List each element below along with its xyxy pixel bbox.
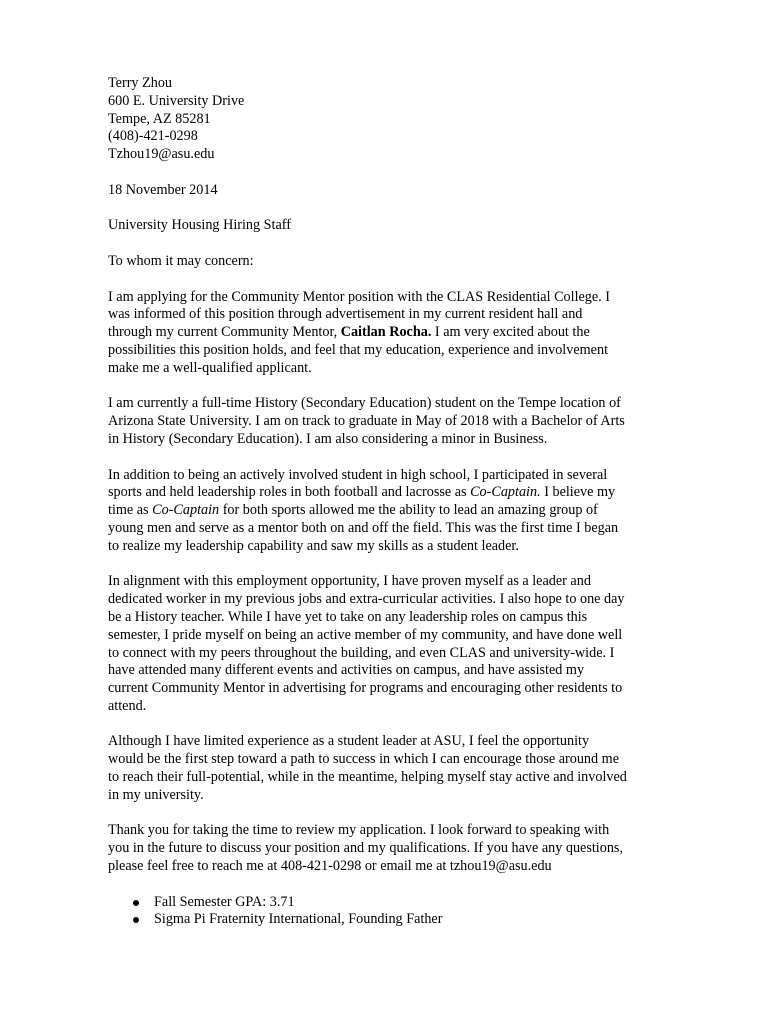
paragraph-line: in History (Secondary Education). I am also considering a minor in Business. (108, 430, 548, 447)
paragraph-alignment (108, 573, 668, 715)
paragraph-line: be a History teacher. While I have yet to take on any leadership roles on campus this (108, 608, 588, 625)
list-item-text: Sigma Pi Fraternity International, Founding Father (154, 911, 443, 928)
paragraph-line: I am currently a full-time History (Secondary Education) student on the Tempe location of (108, 395, 621, 412)
text-segment: for both sports allowed me the ability to lead an amazing group of (219, 502, 598, 519)
paragraph-line: semester, I pride myself on being an active member of my community, and have done well (108, 626, 623, 643)
paragraph-line (108, 324, 668, 342)
paragraph-closing (108, 822, 668, 875)
paragraph-line: In addition to being an actively involved student in high school, I participated in several (108, 466, 608, 483)
paragraph-line: please feel free to reach me at 408-421-0298 or email me at tzhou19@asu.edu (108, 858, 552, 875)
paragraph-line: have attended many different events and activities on campus, and have assisted my (108, 662, 585, 679)
paragraph-line: Arizona State University. I am on track to graduate in May of 2018 with a Bachelor of Arts (108, 413, 625, 430)
letter-body (108, 75, 668, 929)
paragraph-line: you in the future to discuss your position and my qualifications. If you have any questions, (108, 840, 624, 857)
recipient-text: University Housing Hiring Staff (108, 217, 291, 234)
sender-name: Terry Zhou (108, 75, 173, 91)
emphasis-text: Co-Captain (152, 502, 220, 519)
sender-email: Tzhou19@asu.edu (108, 146, 215, 163)
text-segment: time as (108, 502, 153, 519)
sender-street: 600 E. University Drive (108, 92, 245, 109)
paragraph-highschool (108, 467, 668, 556)
paragraph-line (108, 502, 668, 520)
qualifications-list (108, 894, 668, 930)
list-item (108, 894, 668, 912)
mentor-name: Caitlan Rocha. (340, 324, 432, 341)
paragraph-line: in my university. (108, 786, 204, 803)
letter-date (108, 182, 668, 200)
paragraph-line: was informed of this position through advertisement in my current resident hall and (108, 306, 583, 323)
date-text: 18 November 2014 (108, 181, 218, 198)
text-segment: I am very excited about the (431, 324, 590, 341)
bullet-icon (133, 900, 139, 906)
list-item (108, 911, 668, 929)
bullet-icon (133, 917, 139, 923)
recipient-block (108, 217, 668, 235)
paragraph-line: current Community Mentor in advertising for programs and encouraging other residents to (108, 680, 623, 697)
paragraph-line: would be the first step toward a path to success in which I can encourage those around me (108, 751, 619, 768)
paragraph-line: attend. (108, 697, 147, 714)
salutation-text: To whom it may concern: (108, 252, 254, 269)
text-segment: through my current Community Mentor, (108, 324, 341, 341)
paragraph-line: I am applying for the Community Mentor position with the CLAS Residential College. I (108, 288, 611, 305)
sender-city: Tempe, AZ 85281 (108, 110, 211, 127)
paragraph-line: to realize my leadership capability and saw my skills as a student leader. (108, 537, 519, 554)
paragraph-line: to reach their full-potential, while in the meantime, helping myself stay active and involved (108, 769, 627, 786)
emphasis-text: Co-Captain. (470, 484, 541, 501)
list-item-text: Fall Semester GPA: 3.71 (154, 893, 295, 910)
text-segment: sports and held leadership roles in both football and lacrosse as (108, 484, 471, 501)
sender-address-block (108, 75, 668, 164)
paragraph-line: Thank you for taking the time to review my application. I look forward to speaking with (108, 822, 610, 839)
paragraph-education (108, 395, 668, 448)
sender-phone: (408)-421-0298 (108, 128, 198, 145)
salutation (108, 253, 668, 271)
text-segment: I believe my (540, 484, 616, 501)
paragraph-intro (108, 289, 668, 378)
paragraph-line: dedicated worker in my previous jobs and extra-curricular activities. I also hope to one day (108, 591, 625, 608)
paragraph-line: make me a well-qualified applicant. (108, 359, 312, 376)
paragraph-line: young men and serve as a mentor both on and off the field. This was the first time I began (108, 519, 619, 536)
paragraph-line: possibilities this position holds, and feel that my education, experience and involvement (108, 341, 609, 358)
paragraph-line: Although I have limited experience as a student leader at ASU, I feel the opportunity (108, 733, 590, 750)
paragraph-opportunity (108, 733, 668, 804)
paragraph-line: to connect with my peers throughout the building, and even CLAS and university-wide. I (108, 644, 615, 661)
paragraph-line: In alignment with this employment opportunity, I have proven myself as a leader and (108, 573, 591, 590)
paragraph-line (108, 484, 668, 502)
